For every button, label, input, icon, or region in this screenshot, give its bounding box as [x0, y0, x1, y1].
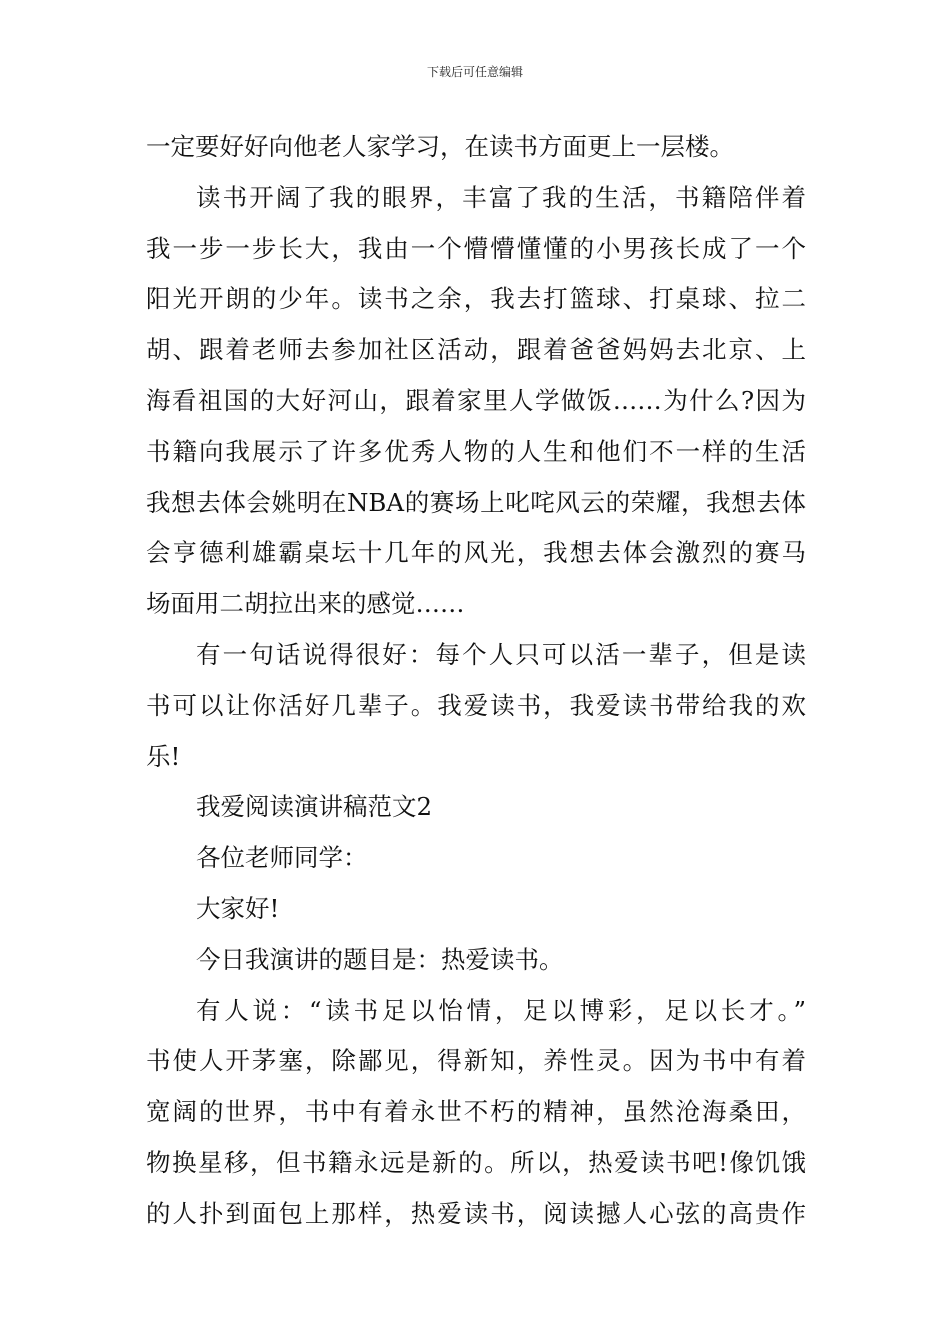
text-line: 书可以让你活好几辈子。我爱读书，我爱读书带给我的欢 [146, 690, 806, 720]
document-body [146, 122, 806, 1240]
greeting: 大家好! [196, 893, 280, 923]
text-line: 我一步一步长大，我由一个懵懵懂懂的小男孩长成了一个 [146, 233, 806, 263]
text-line: 物换星移，但书籍永远是新的。所以，热爱读书吧!像饥饿 [146, 1147, 806, 1177]
text-line: 场面用二胡拉出来的感觉…… [146, 589, 465, 619]
text-line: 读书开阔了我的眼界，丰富了我的生活，书籍陪伴着 [196, 182, 806, 212]
salutation: 各位老师同学： [196, 843, 368, 873]
text-line: 书籍向我展示了许多优秀人物的人生和他们不一样的生活 [146, 436, 806, 466]
text-line: 书使人开茅塞，除鄙见，得新知，养性灵。因为书中有着 [146, 1046, 806, 1076]
text-line: 会亨德利雄霸桌坛十几年的风光，我想去体会激烈的赛马 [146, 538, 806, 568]
page-header-note: 下载后可任意编辑 [426, 65, 523, 79]
text-line: 宽阔的世界，书中有着永世不朽的精神，虽然沧海桑田， [146, 1097, 806, 1127]
text-line: 有一句话说得很好：每个人只可以活一辈子，但是读 [196, 639, 806, 669]
text-line: 阳光开朗的少年。读书之余，我去打篮球、打桌球、拉二 [146, 284, 806, 314]
text-line: 乐! [146, 741, 181, 771]
text-line: 我想去体会姚明在NBA的赛场上叱咤风云的荣耀，我想去体 [146, 487, 806, 517]
text-line: 胡、跟着老师去参加社区活动，跟着爸爸妈妈去北京、上 [146, 335, 806, 365]
text-line: 的人扑到面包上那样，热爱读书，阅读撼人心弦的高贵作 [146, 1198, 806, 1228]
text-line: 有人说：“读书足以怡情，足以博彩，足以长才。” [196, 995, 806, 1025]
text-line: 海看祖国的大好河山，跟着家里人学做饭……为什么?因为 [146, 385, 806, 415]
section-title: 我爱阅读演讲稿范文2 [196, 792, 433, 822]
speech-topic: 今日我演讲的题目是：热爱读书。 [196, 944, 564, 974]
text-line: 一定要好好向他老人家学习，在读书方面更上一层楼。 [146, 132, 734, 161]
